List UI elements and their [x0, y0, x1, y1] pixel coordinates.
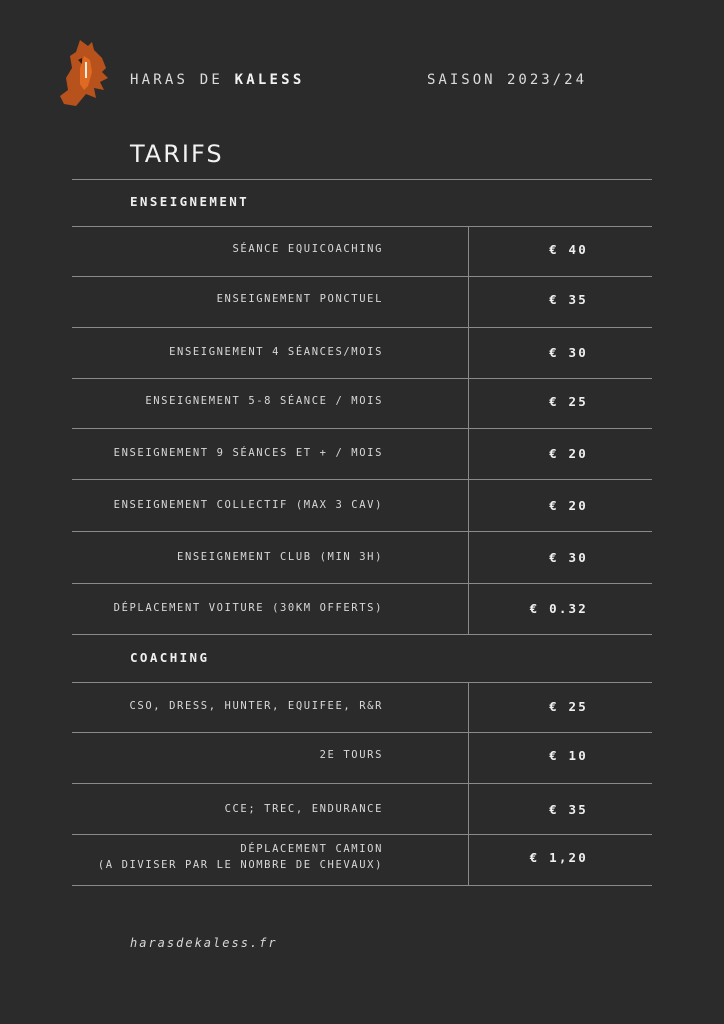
divider: [72, 479, 652, 480]
row-price: € 20: [549, 446, 588, 461]
row-price: € 40: [549, 242, 588, 257]
season-label: SAISON 2023/24: [427, 72, 588, 88]
row-price: € 30: [549, 345, 588, 360]
divider: [72, 327, 652, 328]
row-price: € 0.32: [529, 601, 588, 616]
divider: [72, 276, 652, 277]
divider: [72, 583, 652, 584]
divider: [72, 378, 652, 379]
row-label: ENSEIGNEMENT COLLECTIF (MAX 3 CAV): [113, 499, 383, 511]
row-label: CCE; TREC, ENDURANCE: [224, 803, 383, 815]
row-label: [98, 841, 383, 873]
row-label: ENSEIGNEMENT 9 SÉANCES ET + / MOIS: [113, 447, 383, 459]
row-price: € 25: [549, 394, 588, 409]
row-label: ENSEIGNEMENT PONCTUEL: [216, 293, 383, 305]
divider: [72, 428, 652, 429]
row-price: € 25: [549, 699, 588, 714]
page-title: TARIFS: [130, 140, 224, 168]
row-label-line2: (A DIVISER PAR LE NOMBRE DE CHEVAUX): [97, 859, 383, 871]
divider: [72, 783, 652, 784]
brand-title: HARAS DE KALESS: [130, 72, 305, 88]
divider: [72, 834, 652, 835]
row-price: € 10: [549, 748, 588, 763]
website-link[interactable]: harasdekaless.fr: [130, 936, 278, 950]
row-label-line1: DÉPLACEMENT CAMION: [240, 843, 383, 855]
divider: [72, 885, 652, 886]
row-price: € 35: [549, 292, 588, 307]
divider: [72, 531, 652, 532]
row-label: ENSEIGNEMENT 5-8 SÉANCE / MOIS: [145, 395, 383, 407]
column-divider: [468, 226, 469, 635]
section-header-enseignement: ENSEIGNEMENT: [130, 194, 250, 209]
row-price: € 20: [549, 498, 588, 513]
divider: [72, 682, 652, 683]
row-label: ENSEIGNEMENT CLUB (MIN 3H): [177, 551, 383, 563]
horse-head-logo-icon: [58, 38, 110, 108]
row-price: € 1,20: [529, 850, 588, 865]
section-header-coaching: COACHING: [130, 650, 210, 665]
row-label: DÉPLACEMENT VOITURE (30KM OFFERTS): [113, 602, 383, 614]
row-label: CSO, DRESS, HUNTER, EQUIFEE, R&R: [129, 700, 383, 712]
divider: [72, 226, 652, 227]
divider: [72, 634, 652, 635]
row-price: € 30: [549, 550, 588, 565]
row-price: € 35: [549, 802, 588, 817]
row-label: 2E TOURS: [319, 749, 383, 761]
row-label: SÉANCE EQUICOACHING: [232, 243, 383, 255]
row-label: ENSEIGNEMENT 4 SÉANCES/MOIS: [169, 346, 383, 358]
divider: [72, 732, 652, 733]
divider: [72, 179, 652, 180]
